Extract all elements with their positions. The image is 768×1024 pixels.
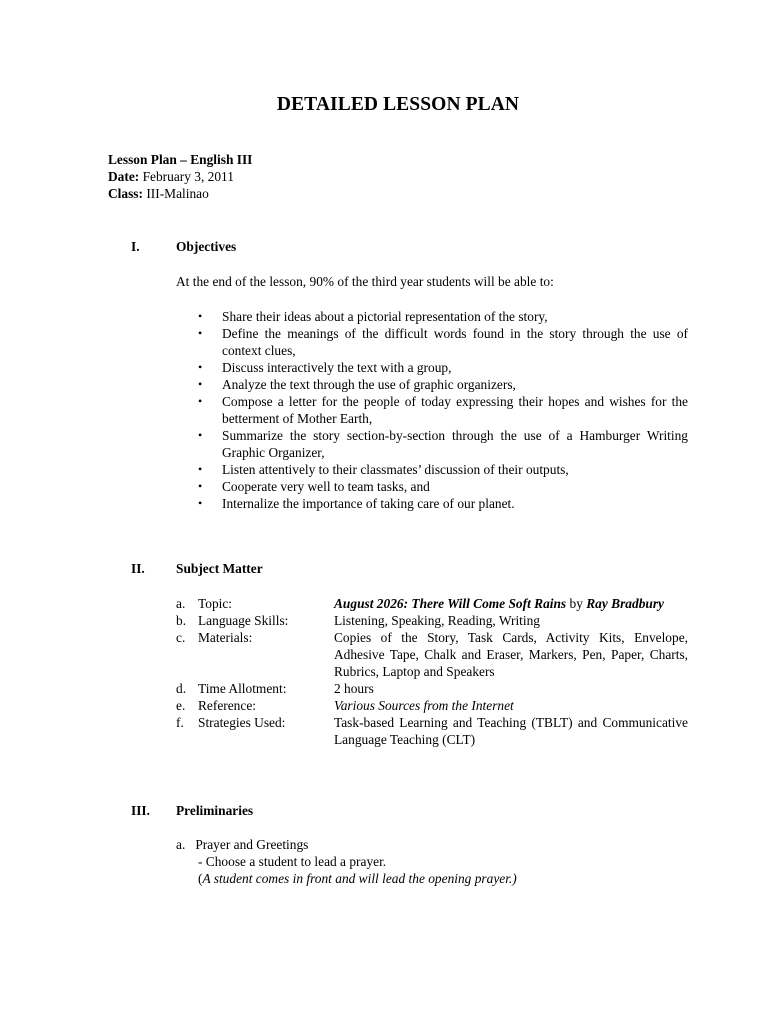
list-item: • Listen attentively to their classmates’ discussion of their outputs, bbox=[198, 462, 569, 477]
list-item: • Discuss interactively the text with a group, bbox=[198, 360, 452, 375]
list-item: • Analyze the text through the use of graphic organizers, bbox=[198, 377, 516, 392]
bullet-icon: • bbox=[198, 496, 203, 510]
subject-matter-table bbox=[176, 595, 692, 748]
date-line bbox=[108, 168, 252, 185]
bullet-icon: • bbox=[198, 360, 203, 374]
subject-row-strategies: f. Strategies Used: Task-based Learning and Teaching (TBLT) and Communicative Language Teaching (CLT) bbox=[176, 715, 688, 747]
section-number: II. bbox=[131, 561, 145, 576]
date-label: Date: bbox=[108, 169, 140, 184]
section-label: Preliminaries bbox=[176, 803, 254, 818]
date-value: February 3, 2011 bbox=[142, 169, 234, 184]
section-label: Objectives bbox=[176, 239, 237, 254]
document-title: DETAILED LESSON PLAN bbox=[276, 94, 520, 115]
bullet-icon: • bbox=[198, 309, 203, 323]
subject-row-language-skills: b. Language Skills: Listening, Speaking, Reading, Writing bbox=[176, 613, 540, 628]
prayer-instruction: - Choose a student to lead a prayer. bbox=[198, 854, 387, 869]
bullet-icon: • bbox=[198, 479, 203, 493]
prayer-note: (A student comes in front and will lead the opening prayer.) bbox=[198, 871, 517, 886]
bullet-icon: • bbox=[198, 394, 203, 408]
subject-row-materials: c. Materials: Copies of the Story, Task Cards, Activity Kits, Envelope, Adhesive Tape, Chalk and Eraser, Markers, Pen, Paper, Charts, Rubrics, Laptop and Speakers bbox=[176, 630, 688, 679]
preliminaries-content bbox=[176, 836, 517, 887]
objectives-list bbox=[176, 308, 688, 512]
list-item: • Cooperate very well to team tasks, and bbox=[198, 479, 430, 494]
section-number: I. bbox=[131, 239, 140, 254]
bullet-icon: • bbox=[198, 377, 203, 391]
bullet-icon: • bbox=[198, 462, 203, 476]
lesson-plan-line: Lesson Plan – English III bbox=[108, 152, 253, 167]
objectives-intro: At the end of the lesson, 90% of the third year students will be able to: bbox=[176, 274, 554, 289]
subject-row-topic: a. Topic: August 2026: There Will Come Soft Rains by Ray Bradbury bbox=[176, 596, 664, 611]
story-title: August 2026: There Will Come Soft Rains bbox=[334, 596, 567, 611]
bullet-icon: • bbox=[198, 428, 203, 442]
class-value: III-Malinao bbox=[146, 186, 209, 201]
story-author: Ray Bradbury bbox=[586, 596, 664, 611]
section-label: Subject Matter bbox=[176, 561, 263, 576]
bullet-icon: • bbox=[198, 326, 203, 340]
subject-row-time-allotment: d. Time Allotment: 2 hours bbox=[176, 681, 374, 696]
list-item: • Compose a letter for the people of today expressing their hopes and wishes for the betterment of Mother Earth, bbox=[198, 394, 688, 426]
class-label: Class: bbox=[108, 186, 143, 201]
class-line bbox=[108, 185, 252, 202]
list-item: • Internalize the importance of taking care of our planet. bbox=[198, 496, 515, 511]
prayer-item: a. Prayer and Greetings bbox=[176, 837, 309, 852]
list-item: • Define the meanings of the difficult words found in the story through the use of context clues, bbox=[198, 326, 688, 358]
list-item: • Summarize the story section-by-section through the use of a Hamburger Writing Graphic Organizer, bbox=[198, 428, 688, 460]
lesson-header bbox=[108, 151, 252, 202]
section-number: III. bbox=[131, 803, 150, 818]
list-item: • Share their ideas about a pictorial representation of the story, bbox=[198, 309, 548, 324]
subject-row-reference: e. Reference: Various Sources from the Internet bbox=[176, 698, 514, 713]
